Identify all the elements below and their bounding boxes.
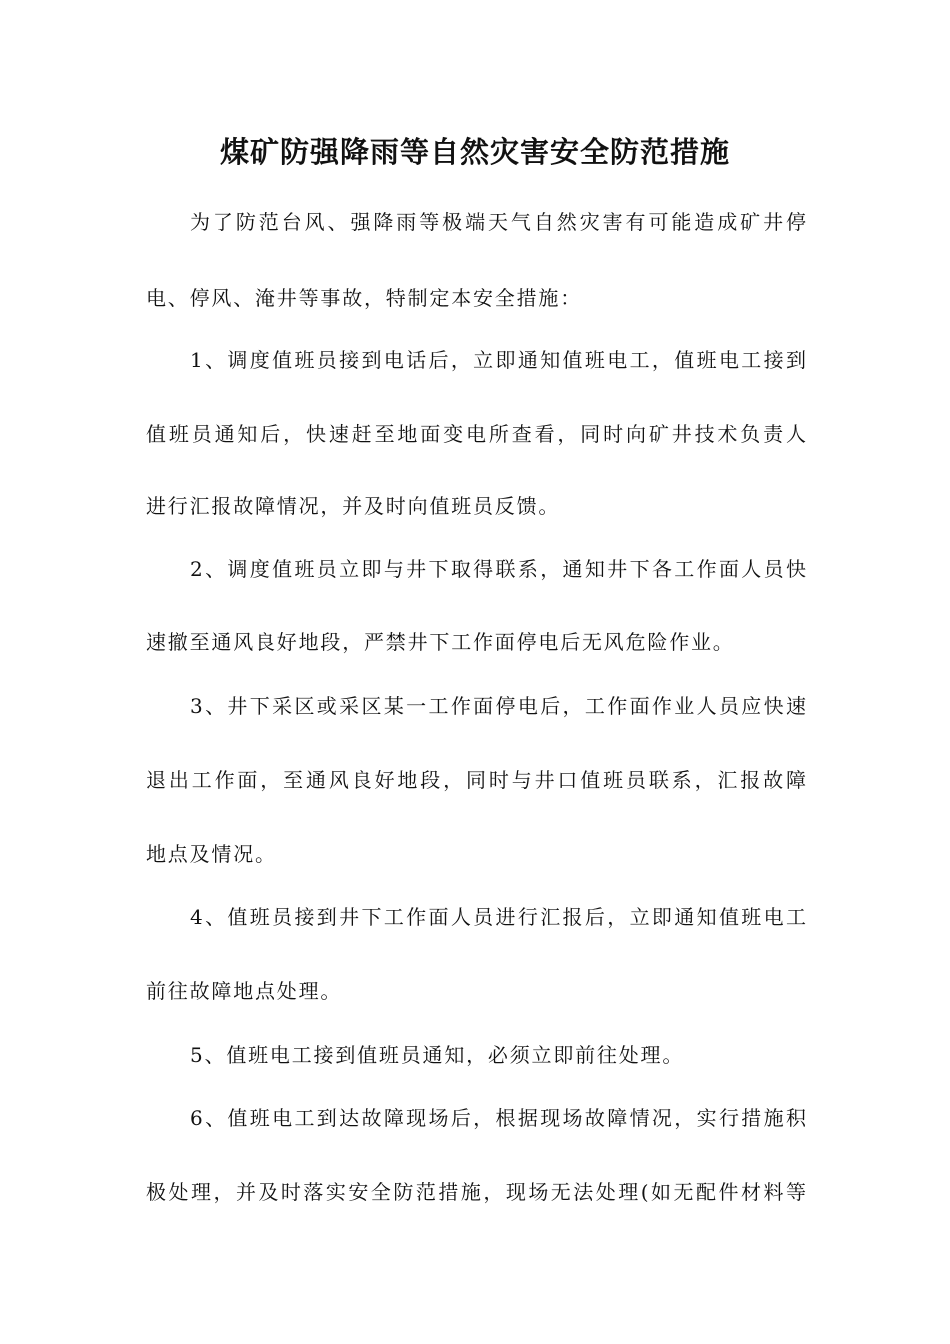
paragraph-line: 为了防范台风、强降雨等极端天气自然灾害有可能造成矿井停 [190, 210, 806, 234]
paragraph-line: 地点及情况。 [146, 842, 277, 866]
paragraph-line: 进行汇报故障情况，并及时向值班员反馈。 [146, 494, 561, 518]
paragraph-line: 4、值班员接到井下工作面人员进行汇报后，立即通知值班电工 [190, 905, 806, 929]
paragraph-line: 3、井下采区或采区某一工作面停电后，工作面作业人员应快速 [190, 694, 806, 718]
paragraph-line: 值班员通知后，快速赶至地面变电所查看，同时向矿井技术负责人 [146, 422, 806, 446]
paragraph-line: 电、停风、淹井等事故，特制定本安全措施： [146, 286, 582, 310]
paragraph-line: 退出工作面，至通风良好地段，同时与井口值班员联系，汇报故障 [146, 768, 806, 792]
paragraph-line: 1、调度值班员接到电话后，立即通知值班电工，值班电工接到 [190, 348, 806, 372]
paragraph-line: 6、值班电工到达故障现场后，根据现场故障情况，实行措施积 [190, 1106, 806, 1130]
document-title: 煤矿防强降雨等自然灾害安全防范措施 [219, 135, 730, 169]
paragraph-line: 前往故障地点处理。 [146, 979, 343, 1003]
paragraph-line: 极处理，并及时落实安全防范措施，现场无法处理(如无配件材料等 [146, 1180, 806, 1204]
paragraph-line: 5、值班电工接到值班员通知，必须立即前往处理。 [190, 1043, 685, 1067]
paragraph-line: 2、调度值班员立即与井下取得联系，通知井下各工作面人员快 [190, 557, 806, 581]
paragraph-line: 速撤至通风良好地段，严禁井下工作面停电后无风危险作业。 [146, 630, 735, 654]
